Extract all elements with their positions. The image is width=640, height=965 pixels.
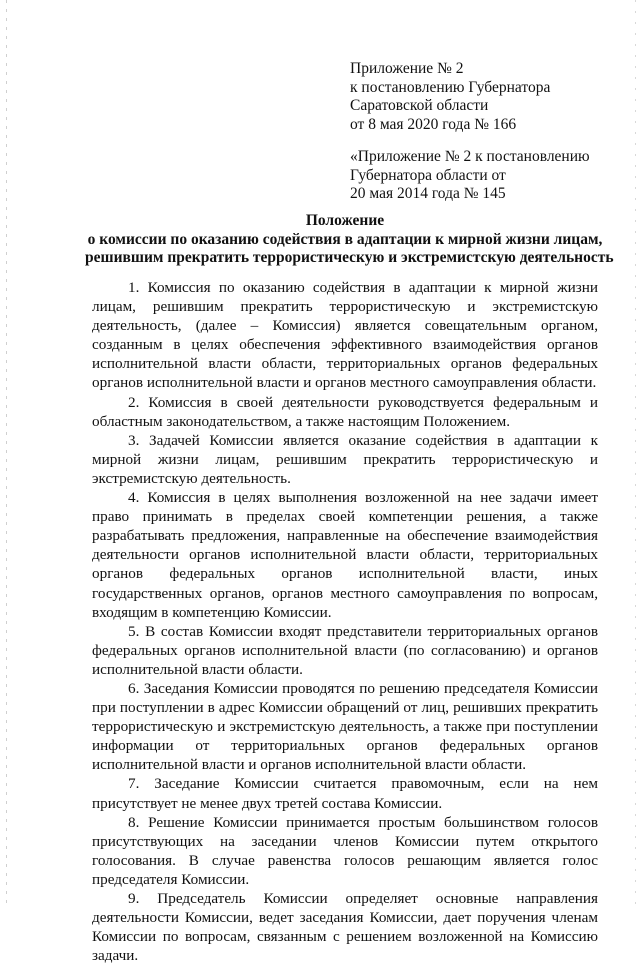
title-line: решившим прекратить террористическую и экстремистскую деятельность xyxy=(85,249,614,266)
paragraph-6: 6. Заседания Комиссии проводятся по решению председателя Комиссии при поступлении в адрес Комиссии обращений от лиц, решивших прекратить террористическую и экстремистскую деятельность, а также при поступлении информации от территориальных органов федеральных органов исполнительной власти и органов исполнительной власти области. xyxy=(92,679,598,774)
paragraph-7: 7. Заседание Комиссии считается правомочным, если на нем присутствует не менее двух третей состава Комиссии. xyxy=(92,775,598,812)
paragraph-5: 5. В состав Комиссии входят представители территориальных органов федеральных органов исполнительной власти (по согласованию) и органов исполнительной власти области. xyxy=(92,622,598,678)
appendix-line: Приложение № 2 xyxy=(350,60,464,77)
quoted-appendix-line: Губернатора области от xyxy=(350,166,506,184)
paragraph-4: 4. Комиссия в целях выполнения возложенной на нее задачи имеет право принимать в пределах своей компетенции решения, а также разрабатывать предложения, направленные на обеспечение взаимодействия деятельности органов исполнительной власти области, территориальных органов федеральных органов исполнительной власти, иных государственных органов, органов местного самоуправления по вопросам, входящим в компетенцию Комиссии. xyxy=(92,489,598,621)
document-title xyxy=(85,212,614,268)
scan-edge-left xyxy=(6,0,7,905)
appendix-block xyxy=(350,60,620,134)
title-line: Положение xyxy=(305,212,385,229)
paragraph-2: 2. Комиссия в своей деятельности руководствуется федеральным и областным законодательством, а также настоящим Положением. xyxy=(92,393,598,430)
paragraph-3: 3. Задачей Комиссии является оказание содействия в адаптации к мирной жизни лицам, решившим прекратить террористическую и экстремистскую деятельность. xyxy=(92,431,598,487)
appendix-header xyxy=(350,60,620,218)
appendix-line: Саратовской области xyxy=(350,97,489,114)
appendix-line: от 8 мая 2020 года № 166 xyxy=(350,115,517,133)
document-body xyxy=(92,278,598,965)
title-line: о комиссии по оказанию содействия в адаптации к мирной жизни лицам, xyxy=(87,230,603,248)
quoted-appendix-line: «Приложение № 2 к постановлению xyxy=(350,148,590,165)
scan-edge-right xyxy=(635,0,636,905)
quoted-appendix-line: 20 мая 2014 года № 145 xyxy=(350,185,506,202)
quoted-appendix-block xyxy=(350,148,620,204)
appendix-line: к постановлению Губернатора xyxy=(350,78,551,96)
paragraph-9: 9. Председатель Комиссии определяет основные направления деятельности Комиссии, ведет заседания Комиссии, дает поручения членам Комиссии по вопросам, связанным с решением возложенной на Комиссию задачи. xyxy=(92,890,598,965)
paragraph-8: 8. Решение Комиссии принимается простым большинством голосов присутствующих на заседании членов Комиссии путем открытого голосования. В случае равенства голосов решающим является голос председателя Комиссии. xyxy=(92,813,598,888)
paragraph-1: 1. Комиссия по оказанию содействия в адаптации к мирной жизни лицам, решившим прекратить террористическую и экстремистскую деятельность, (далее – Комиссия) является совещательным органом, созданным в целях обеспечения эффективного взаимодействия органов исполнительной власти области, территориальных органов федеральных органов исполнительной власти и органов местного самоуправления области. xyxy=(92,279,598,392)
